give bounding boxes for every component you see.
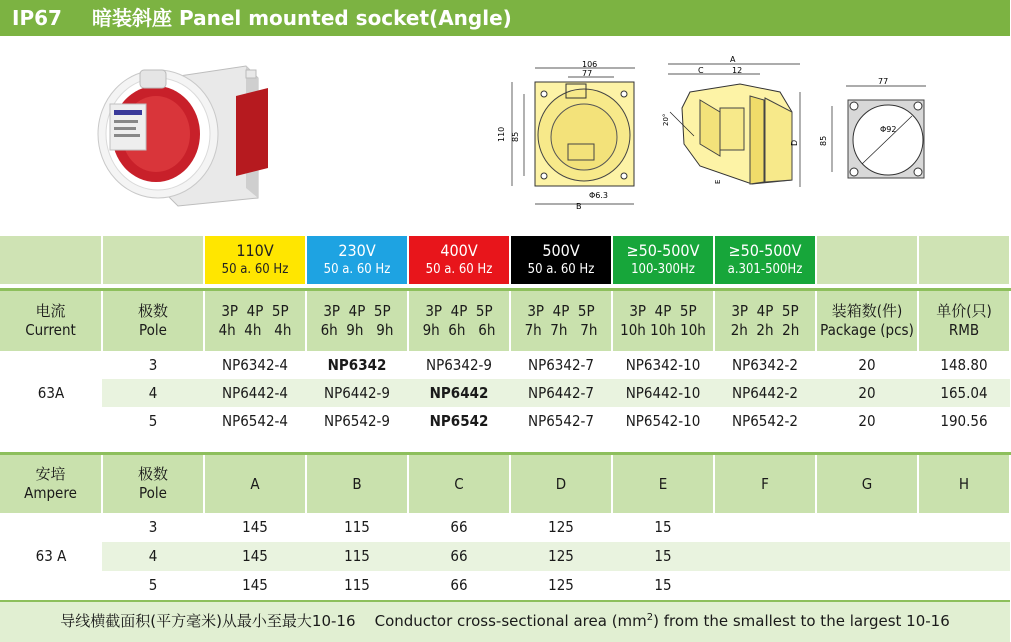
model-cell: NP6442	[408, 379, 510, 407]
voltage-table	[0, 236, 1011, 284]
table-row	[0, 351, 1010, 379]
voltage-empty-cell	[816, 236, 918, 284]
cutout-dia-label: Φ92	[880, 125, 897, 134]
pole-value: 4	[102, 542, 204, 571]
dim-cell: 66	[408, 513, 510, 542]
side-d-label: D	[790, 139, 799, 146]
model-cell: NP6342-7	[510, 351, 612, 379]
current-value: 63A	[0, 351, 102, 435]
front-h-outer: 110	[497, 126, 506, 142]
side-c-label: C	[698, 66, 704, 75]
model-table-header	[0, 290, 1010, 352]
model-table	[0, 288, 1011, 435]
voltage-empty-cell	[918, 236, 1010, 284]
voltage-row	[0, 236, 1010, 284]
model-cell: NP6542-4	[204, 407, 306, 435]
model-cell: NP6542-9	[306, 407, 408, 435]
model-cell: NP6542-7	[510, 407, 612, 435]
front-w-outer: 106	[582, 60, 598, 69]
table-row	[0, 379, 1010, 407]
voltage-cell-400v: 400V 50 a. 60 Hz	[408, 236, 510, 284]
pins-header-500v: 3P 4P 5P 7h 7h 7h	[510, 290, 612, 352]
model-cell: NP6442-2	[714, 379, 816, 407]
dim-cell: 125	[510, 542, 612, 571]
price-header: 单价(只) RMB	[918, 290, 1010, 352]
model-cell: NP6542	[408, 407, 510, 435]
pins-header-110v: 3P 4P 5P 4h 4h 4h	[204, 290, 306, 352]
title-bar	[0, 0, 1010, 36]
dim-cell	[918, 571, 1010, 600]
pole-header: 极数 Pole	[102, 454, 204, 514]
voltage-empty-cell	[102, 236, 204, 284]
price-value: 165.04	[918, 379, 1010, 407]
pins-header-230v: 3P 4P 5P 6h 9h 9h	[306, 290, 408, 352]
front-h-inner: 85	[511, 131, 520, 142]
footer-note-en: Conductor cross-sectional area $(mm^2)$ from the smallest to the largest 10-16	[374, 612, 950, 630]
dim-cell: 15	[612, 542, 714, 571]
front-hole-dia: Φ6.3	[589, 191, 609, 200]
dim-header-b: B	[306, 454, 408, 514]
package-value: 20	[816, 379, 918, 407]
model-cell: NP6342-2	[714, 351, 816, 379]
dim-header-h: H	[918, 454, 1010, 514]
voltage-cell-110v: 110V 50 a. 60 Hz	[204, 236, 306, 284]
price-value: 148.80	[918, 351, 1010, 379]
dim-cell: 115	[306, 513, 408, 542]
side-a-label: A	[730, 55, 736, 64]
ampere-header: 安培 Ampere	[0, 454, 102, 514]
model-cell: NP6542-10	[612, 407, 714, 435]
table-row	[0, 513, 1010, 542]
panel-cutout-drawing	[820, 74, 932, 190]
dim-cell	[816, 542, 918, 571]
dim-header-c: C	[408, 454, 510, 514]
dim-cell	[918, 513, 1010, 542]
pins-header-hz-a: 3P 4P 5P 10h 10h 10h	[612, 290, 714, 352]
model-cell: NP6342	[306, 351, 408, 379]
model-cell: NP6442-9	[306, 379, 408, 407]
product-photo	[96, 48, 286, 206]
dim-header-a: A	[204, 454, 306, 514]
side-12-label: 12	[732, 66, 743, 75]
model-cell: NP6342-9	[408, 351, 510, 379]
page-title: 暗装斜座 Panel mounted socket(Angle)	[92, 6, 512, 30]
voltage-cell-50-500v-b: ≥50-500V a.301-500Hz	[714, 236, 816, 284]
model-cell: NP6442-7	[510, 379, 612, 407]
package-value: 20	[816, 351, 918, 379]
dim-cell: 125	[510, 571, 612, 600]
table-row	[0, 407, 1010, 435]
voltage-cell-500v: 500V 50 a. 60 Hz	[510, 236, 612, 284]
dim-cell: 145	[204, 571, 306, 600]
side-e-label: E	[714, 179, 722, 184]
voltage-empty-cell	[0, 236, 102, 284]
package-value: 20	[816, 407, 918, 435]
front-view-drawing	[498, 58, 638, 210]
dim-cell	[714, 571, 816, 600]
model-cell: NP6342-10	[612, 351, 714, 379]
ip-rating: IP67	[12, 6, 62, 30]
dim-cell	[816, 513, 918, 542]
pole-value: 3	[102, 351, 204, 379]
side-angle-label: 20°	[662, 113, 670, 126]
voltage-cell-50-500v-a: ≥50-500V 100-300Hz	[612, 236, 714, 284]
dim-cell: 15	[612, 571, 714, 600]
dimension-table-header	[0, 454, 1010, 514]
dim-cell: 66	[408, 571, 510, 600]
price-value: 190.56	[918, 407, 1010, 435]
dimension-table	[0, 452, 1011, 600]
dim-header-e: E	[612, 454, 714, 514]
dim-cell: 115	[306, 571, 408, 600]
model-cell: NP6342-4	[204, 351, 306, 379]
ampere-value: 63 A	[0, 513, 102, 600]
front-b-label: B	[576, 202, 582, 211]
dim-cell	[714, 513, 816, 542]
dim-cell	[918, 542, 1010, 571]
model-cell: NP6542-2	[714, 407, 816, 435]
table-row	[0, 542, 1010, 571]
pins-header-400v: 3P 4P 5P 9h 6h 6h	[408, 290, 510, 352]
dim-cell: 145	[204, 513, 306, 542]
package-header: 装箱数(件) Package (pcs)	[816, 290, 918, 352]
dim-cell	[816, 571, 918, 600]
footer-note-cn: 导线横截面积(平方毫米)从最小至最大10-16	[60, 612, 356, 630]
dim-header-g: G	[816, 454, 918, 514]
dim-header-d: D	[510, 454, 612, 514]
dim-cell: 115	[306, 542, 408, 571]
footer-note	[0, 600, 1010, 642]
dim-header-f: F	[714, 454, 816, 514]
model-cell: NP6442-4	[204, 379, 306, 407]
dim-cell	[714, 542, 816, 571]
current-header: 电流 Current	[0, 290, 102, 352]
cutout-w-label: 77	[878, 77, 889, 86]
front-w-inner: 77	[582, 69, 593, 78]
voltage-cell-230v: 230V 50 a. 60 Hz	[306, 236, 408, 284]
dim-cell: 66	[408, 542, 510, 571]
table-row	[0, 571, 1010, 600]
pole-value: 4	[102, 379, 204, 407]
pole-value: 5	[102, 571, 204, 600]
dim-cell: 145	[204, 542, 306, 571]
cutout-h-label: 85	[819, 135, 828, 146]
dim-cell: 125	[510, 513, 612, 542]
pins-header-hz-b: 3P 4P 5P 2h 2h 2h	[714, 290, 816, 352]
pole-value: 3	[102, 513, 204, 542]
model-cell: NP6442-10	[612, 379, 714, 407]
pole-header: 极数 Pole	[102, 290, 204, 352]
side-view-drawing	[660, 52, 810, 202]
dim-cell: 15	[612, 513, 714, 542]
pole-value: 5	[102, 407, 204, 435]
